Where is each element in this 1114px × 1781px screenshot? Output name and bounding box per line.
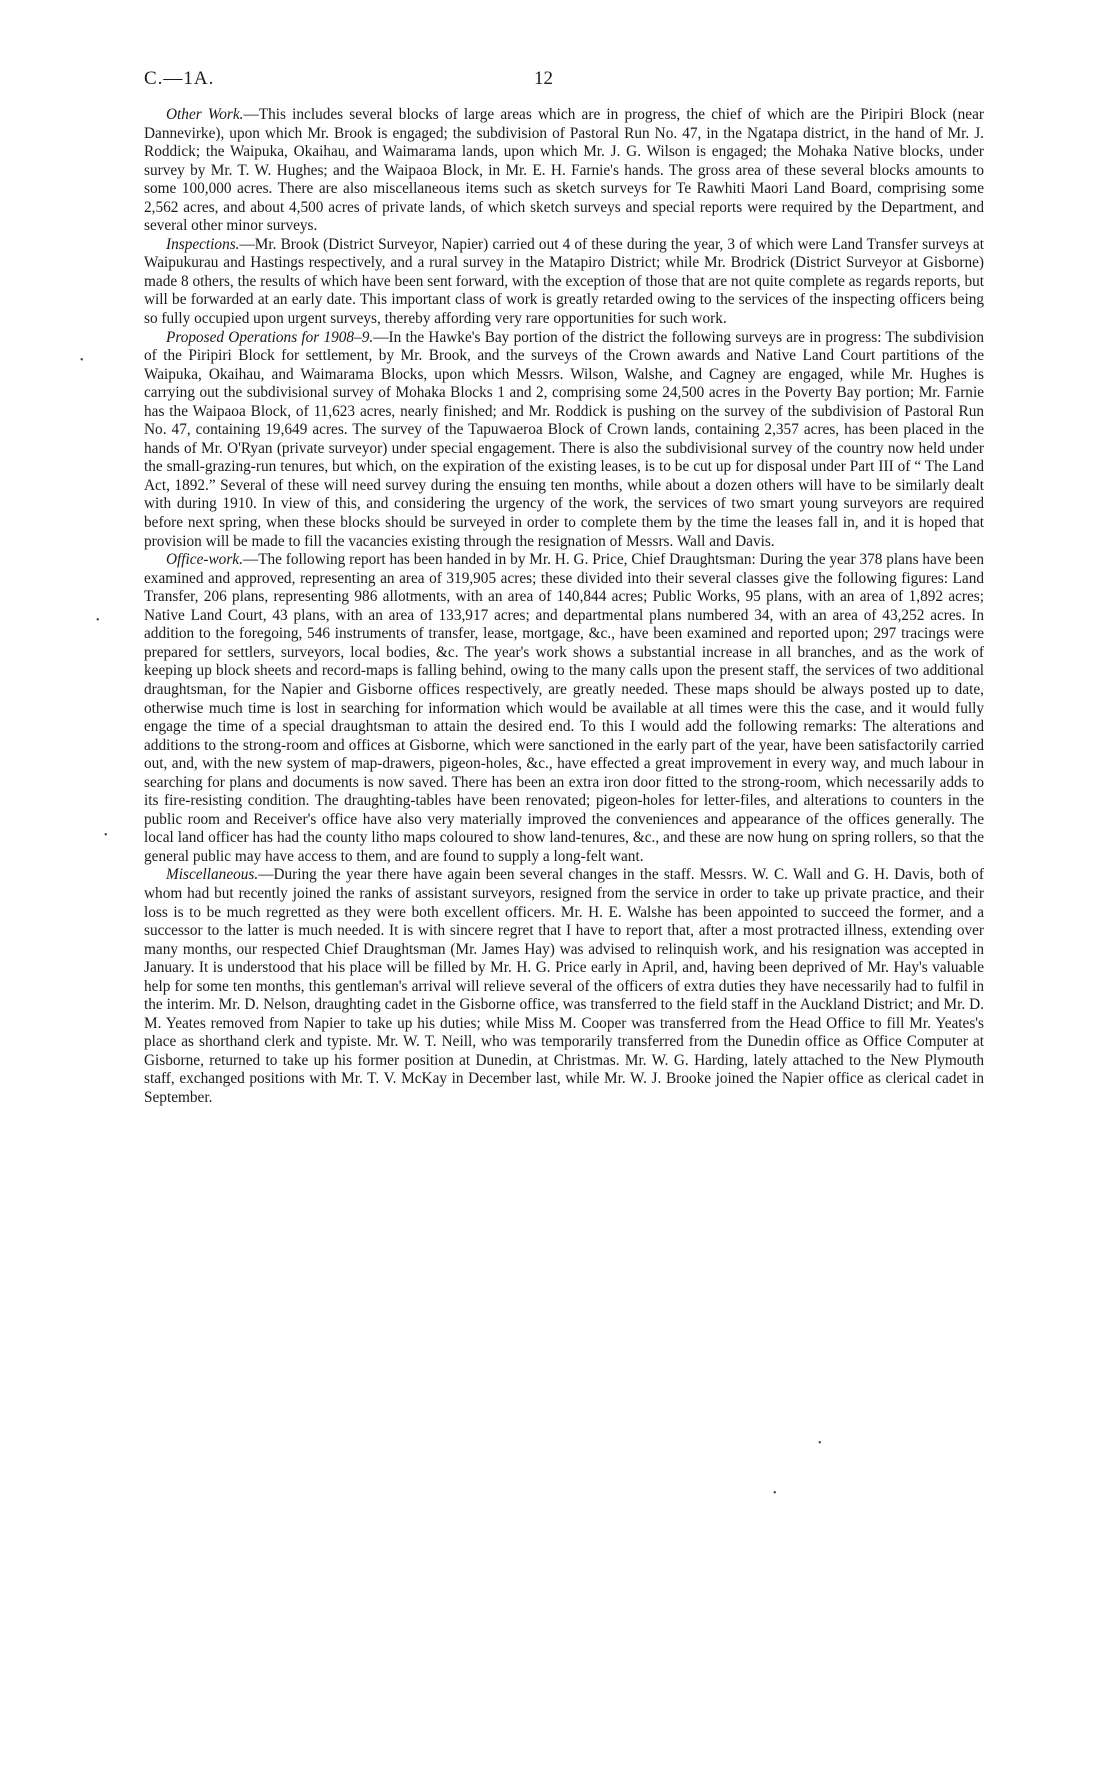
page-number: 12 (534, 68, 553, 89)
paragraph-text: —Mr. Brook (District Surveyor, Napier) carried out 4 of these during the year, 3 of which were Land Transfer surveys at Waipukurau and Hastings respectively, and a rural survey in the Matapiro District; while Mr. Brodrick (District Surveyor at Gisborne) made 8 others, the results of which have been sent forward, with the exception of those that are not quite complete as regards reports, but will be forwarded at an early date. This important class of work is greatly retarded owing to the services of the inspecting officers being so fully occupied upon urgent surveys, thereby affording very rare opportunities for such work. (144, 235, 984, 328)
paragraph-text: —This includes several blocks of large areas which are in progress, the chief of which are the Piripiri Block (near Dannevirke), upon which Mr. Brook is engaged; the subdivision of Pastoral Run No. 47, in the Ngatapa district, in the hand of Mr. J. Roddick; the Waipuka, Okaihau, and Waimarama lands, upon which Mr. J. G. Wilson is engaged; the Mohaka Native blocks, under survey by Mr. T. W. Hughes; and the Waipaoa Block, in Mr. E. H. Farnie's hands. The gross area of these several blocks amounts to some 100,000 acres. There are also miscellaneous items such as sketch surveys for Te Rawhiti Maori Land Board, comprising some 2,562 acres, and about 4,500 acres of private lands, of which sketch surveys and special reports were required by the Department, and several other minor surveys. (144, 106, 984, 235)
document-reference: C.—1A. (144, 68, 215, 89)
section-heading-miscellaneous: Miscellaneous. (166, 866, 259, 884)
paragraph-proposed-operations (144, 329, 984, 552)
paragraph-inspections (144, 236, 984, 329)
scan-speck: • (96, 615, 100, 626)
paragraph-office-work (144, 551, 984, 866)
paragraph-miscellaneous (144, 866, 984, 1107)
report-body (144, 106, 984, 1108)
paragraph-other-work (144, 106, 984, 236)
scan-speck: • (818, 1438, 822, 1449)
scan-speck: • (104, 830, 108, 841)
paragraph-text: —The following report has been handed in by Mr. H. G. Price, Chief Draughtsman: During the year 378 plans have been examined and approved, representing an area of 319,905 acres; these divided into their several classes give the following figures: Land Transfer, 206 plans, representing 986 allotments, with an area of 140,844 acres; Public Works, 95 plans, with an area of 1,892 acres; Native Land Court, 43 plans, with an area of 133,917 acres; and departmental plans numbered 34, with an area of 43,252 acres. In addition to the foregoing, 546 instruments of transfer, lease, mortgage, &c., have been examined and reported upon; 297 tracings were prepared for settlers, surveyors, local bodies, &c. The year's work shows a substantial increase in all branches, and as the work of keeping up block sheets and record-maps is falling behind, owing to the many calls upon the present staff, the services of two additional draughtsman, for the Napier and Gisborne offices respectively, are greatly needed. These maps should be always posted up to date, otherwise much time is lost in searching for information which would be available at all times were this the case, and it would fully engage the time of a special draughtsman to attain the desired end. To this I would add the following remarks: The alterations and additions to the strong-room and offices at Gisborne, which were sanctioned in the early part of the year, have been satisfactorily carried out, and, with the new system of map-drawers, pigeon-holes, &c., have effected a great improvement in every way, and much labour in searching for plans and documents is now saved. There has been an extra iron door fitted to the strong-room, which necessarily adds to its fire-resisting condition. The draughting-tables have been renovated; pigeon-holes for letter-files, and alterations to counters in the public room and Receiver's office have also very materially improved the conveniences and appearance of the offices generally. The local land officer has had the county litho maps coloured to show land-tenures, &c., and these are now hung on spring rollers, so that the general public may have access to them, and are found to supply a long-felt want. (144, 551, 984, 865)
paragraph-text: —During the year there have again been several changes in the staff. Messrs. W. C. Wall and G. H. Davis, both of whom had but recently joined the ranks of assistant surveyors, resigned from the service in order to take up private practice, and their loss is to be much regretted as they were both excellent officers. Mr. H. E. Walshe has been appointed to succeed the former, and a successor to the latter is much needed. It is with sincere regret that I have to report that, after a most protracted illness, extending over many months, our respected Chief Draughtsman (Mr. James Hay) was advised to relinquish work, and his resignation was accepted in January. It is understood that his place will be filled by Mr. H. G. Price early in April, and, having been deprived of Mr. Hay's valuable help for some ten months, this gentleman's arrival will relieve several of the officers of extra duties they have necessarily had to fulfil in the interim. Mr. D. Nelson, draughting cadet in the Gisborne office, was transferred to the field staff in the Auckland District; and Mr. D. M. Yeates removed from Napier to take up his duties; while Miss M. Cooper was transferred from the Head Office to fill Mr. Yeates's place as shorthand clerk and typiste. Mr. W. T. Neill, who was temporarily transferred from the Dunedin office as Office Computer at Gisborne, returned to take up his former position at Dunedin, at Christmas. Mr. W. G. Harding, lately attached to the New Plymouth staff, exchanged positions with Mr. T. V. McKay in December last, while Mr. W. J. Brooke joined the Napier office as clerical cadet in September. (144, 866, 984, 1106)
section-heading-office-work: Office-work. (166, 551, 243, 569)
paragraph-text: —In the Hawke's Bay portion of the district the following surveys are in progress: The subdivision of the Piripiri Block for settlement, by Mr. Brook, and the surveys of the Crown awards and Native Land Court partitions of the Waipuka, Okaihau, and Waimarama Blocks, upon which Messrs. Wilson, Walshe, and Cagney are engaged, while Mr. Hughes is carrying out the subdivisional survey of Mohaka Blocks 1 and 2, comprising some 24,500 acres in the Poverty Bay portion; Mr. Farnie has the Waipaoa Block, of 11,623 acres, nearly finished; and Mr. Roddick is pushing on the survey of the subdivision of Pastoral Run No. 47, containing 19,649 acres. The survey of the Tapuwaeroa Block of Crown lands, containing 2,357 acres, has been placed in the hands of Mr. O'Ryan (private surveyor) under special engagement. There is also the subdivisional survey of the country now held under the small-grazing-run tenures, but which, on the expiration of the existing leases, is to be cut up for disposal under Part III of “ The Land Act, 1892.” Several of these will need survey during the ensuing ten months, while about a dozen others will have to be similarly dealt with during 1910. In view of this, and considering the urgency of the work, the services of two smart young surveyors are required before next spring, when these blocks should be surveyed in order to complete them by the time the leases fall in, and it is hoped that provision will be made to fill the vacancies existing through the resignation of Messrs. Wall and Davis. (144, 328, 984, 550)
scan-speck: • (773, 1488, 777, 1499)
scan-speck: • (80, 355, 84, 366)
section-heading-other-work: Other Work. (166, 106, 244, 123)
page-header (144, 68, 984, 94)
section-heading-proposed-operations: Proposed Operations for 1908–9. (166, 328, 374, 346)
section-heading-inspections: Inspections. (166, 235, 240, 253)
